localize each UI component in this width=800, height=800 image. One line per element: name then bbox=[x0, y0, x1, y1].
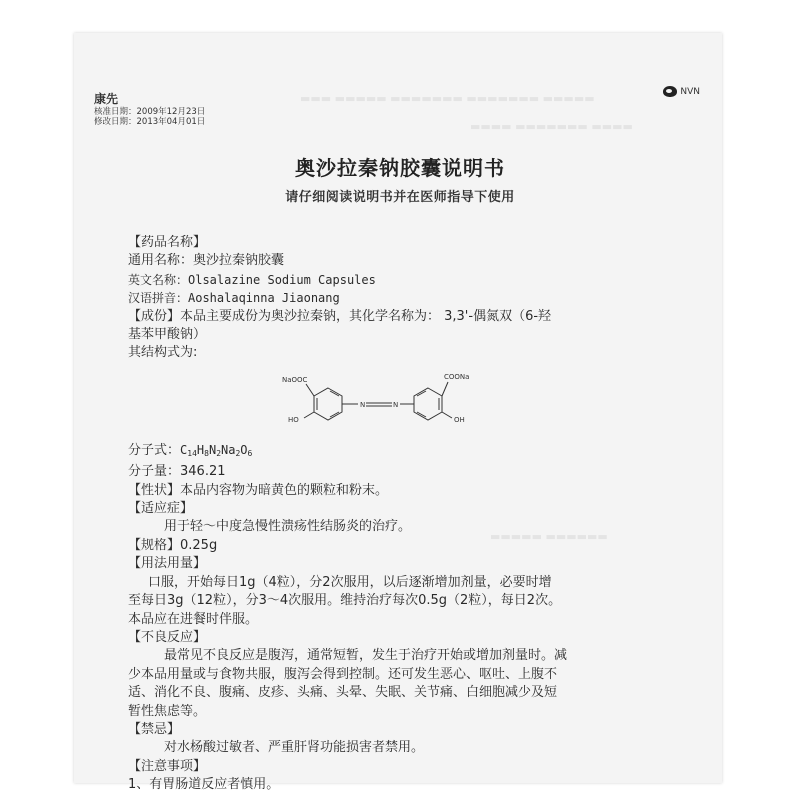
structure-diagram bbox=[128, 363, 668, 441]
adverse-line: 暂性焦虑等。 bbox=[128, 703, 207, 719]
show-through-text: ▬▬▬ ▬▬▬▬▬ ▬▬▬▬▬▬▬ ▬▬▬▬▬▬▬ ▬▬▬▬▬ bbox=[300, 92, 595, 105]
molecular-formula: 分子式：$C_{14}H_8N_2Na_2O_6$ bbox=[128, 442, 253, 458]
precaution-item: 1、有胃肠道反应者慎用。 bbox=[128, 777, 280, 793]
english-name: 英文名称：Olsalazine Sodium Capsules bbox=[128, 272, 376, 287]
document-subtitle: 请仔细阅读说明书并在医师指导下使用 bbox=[285, 190, 515, 205]
section-heading-indications: 【适应症】 bbox=[128, 501, 194, 517]
section-heading-dosage: 【用法用量】 bbox=[128, 556, 207, 572]
structural-formula bbox=[268, 366, 508, 438]
left-top-group: NaOOC bbox=[282, 375, 308, 384]
structure-label: 其结构式为: bbox=[128, 345, 198, 361]
logo-icon bbox=[663, 86, 677, 97]
approval-date: 核准日期：2009年12月23日 bbox=[94, 107, 206, 117]
revision-date: 修改日期：2013年04月01日 bbox=[94, 117, 206, 127]
indications-text: 用于轻～中度急慢性溃疡性结肠炎的治疗。 bbox=[164, 519, 412, 535]
left-benzene-ring bbox=[314, 388, 342, 420]
formula-value: $C_{14}H_8N_2Na_2O_6$ bbox=[180, 442, 253, 458]
pinyin-name: 汉语拼音：Aoshalaqinna Jiaonang bbox=[128, 291, 340, 306]
right-benzene-ring bbox=[414, 388, 442, 420]
section-heading-drug-name: 【药品名称】 bbox=[128, 235, 207, 250]
adverse-line: 适、消化不良、腹痛、皮疹、头痛、头晕、失眠、关节痛、白细胞减少及短 bbox=[128, 685, 558, 701]
left-bottom-group: HO bbox=[288, 415, 299, 424]
date-block bbox=[94, 107, 205, 127]
show-through-text: ▬▬▬▬ ▬▬▬▬▬▬▬ ▬▬▬▬ bbox=[470, 120, 633, 133]
svg-text:N: N bbox=[393, 400, 399, 409]
brand-name: 康先 bbox=[94, 92, 119, 106]
svg-text:N: N bbox=[360, 400, 366, 409]
logo-text: NVN bbox=[680, 86, 700, 97]
specification: 【规格】0.25g bbox=[128, 537, 218, 553]
properties: 【性状】本品内容物为暗黄色的颗粒和粉末。 bbox=[128, 482, 389, 498]
dosage-line: 至每日3g（12粒），分3～4次服用。维持治疗每次0.5g（2粒），每日2次。 bbox=[128, 593, 562, 609]
right-top-group: COONa bbox=[444, 372, 470, 381]
show-through-text: ▬▬▬▬▬ ▬▬▬▬▬▬ bbox=[490, 530, 608, 543]
molecular-weight: 分子量：346.21 bbox=[128, 464, 226, 480]
section-heading-precautions: 【注意事项】 bbox=[128, 758, 207, 774]
dosage-line: 本品应在进餐时伴服。 bbox=[128, 611, 259, 627]
dosage-line: 口服，开始每日1g（4粒），分2次服用，以后逐渐增加剂量，必要时增 bbox=[148, 574, 552, 590]
section-heading-adverse: 【不良反应】 bbox=[128, 629, 207, 645]
document-title: 奥沙拉秦钠胶囊说明书 bbox=[295, 156, 505, 180]
adverse-line: 少本品用量或与食物共服，腹泻会得到控制。还可发生恶心、呕吐、上腹不 bbox=[128, 666, 558, 682]
contraindications-text: 对水杨酸过敏者、严重肝肾功能损害者禁用。 bbox=[164, 740, 425, 756]
manufacturer-logo bbox=[663, 86, 700, 97]
leaflet-body bbox=[128, 234, 668, 795]
section-heading-contraindications: 【禁忌】 bbox=[128, 721, 181, 737]
generic-name: 通用名称：奥沙拉秦钠胶囊 bbox=[128, 253, 285, 269]
composition-line: 基苯甲酸钠） bbox=[128, 327, 207, 343]
composition-line: 【成份】本品主要成份为奥沙拉秦钠，其化学名称为： 3,3'-偶氮双（6-羟 bbox=[128, 308, 552, 324]
right-bottom-group: OH bbox=[454, 415, 465, 424]
adverse-line: 最常见不良反应是腹泻，通常短暂，发生于治疗开始或增加剂量时。减 bbox=[164, 648, 568, 664]
